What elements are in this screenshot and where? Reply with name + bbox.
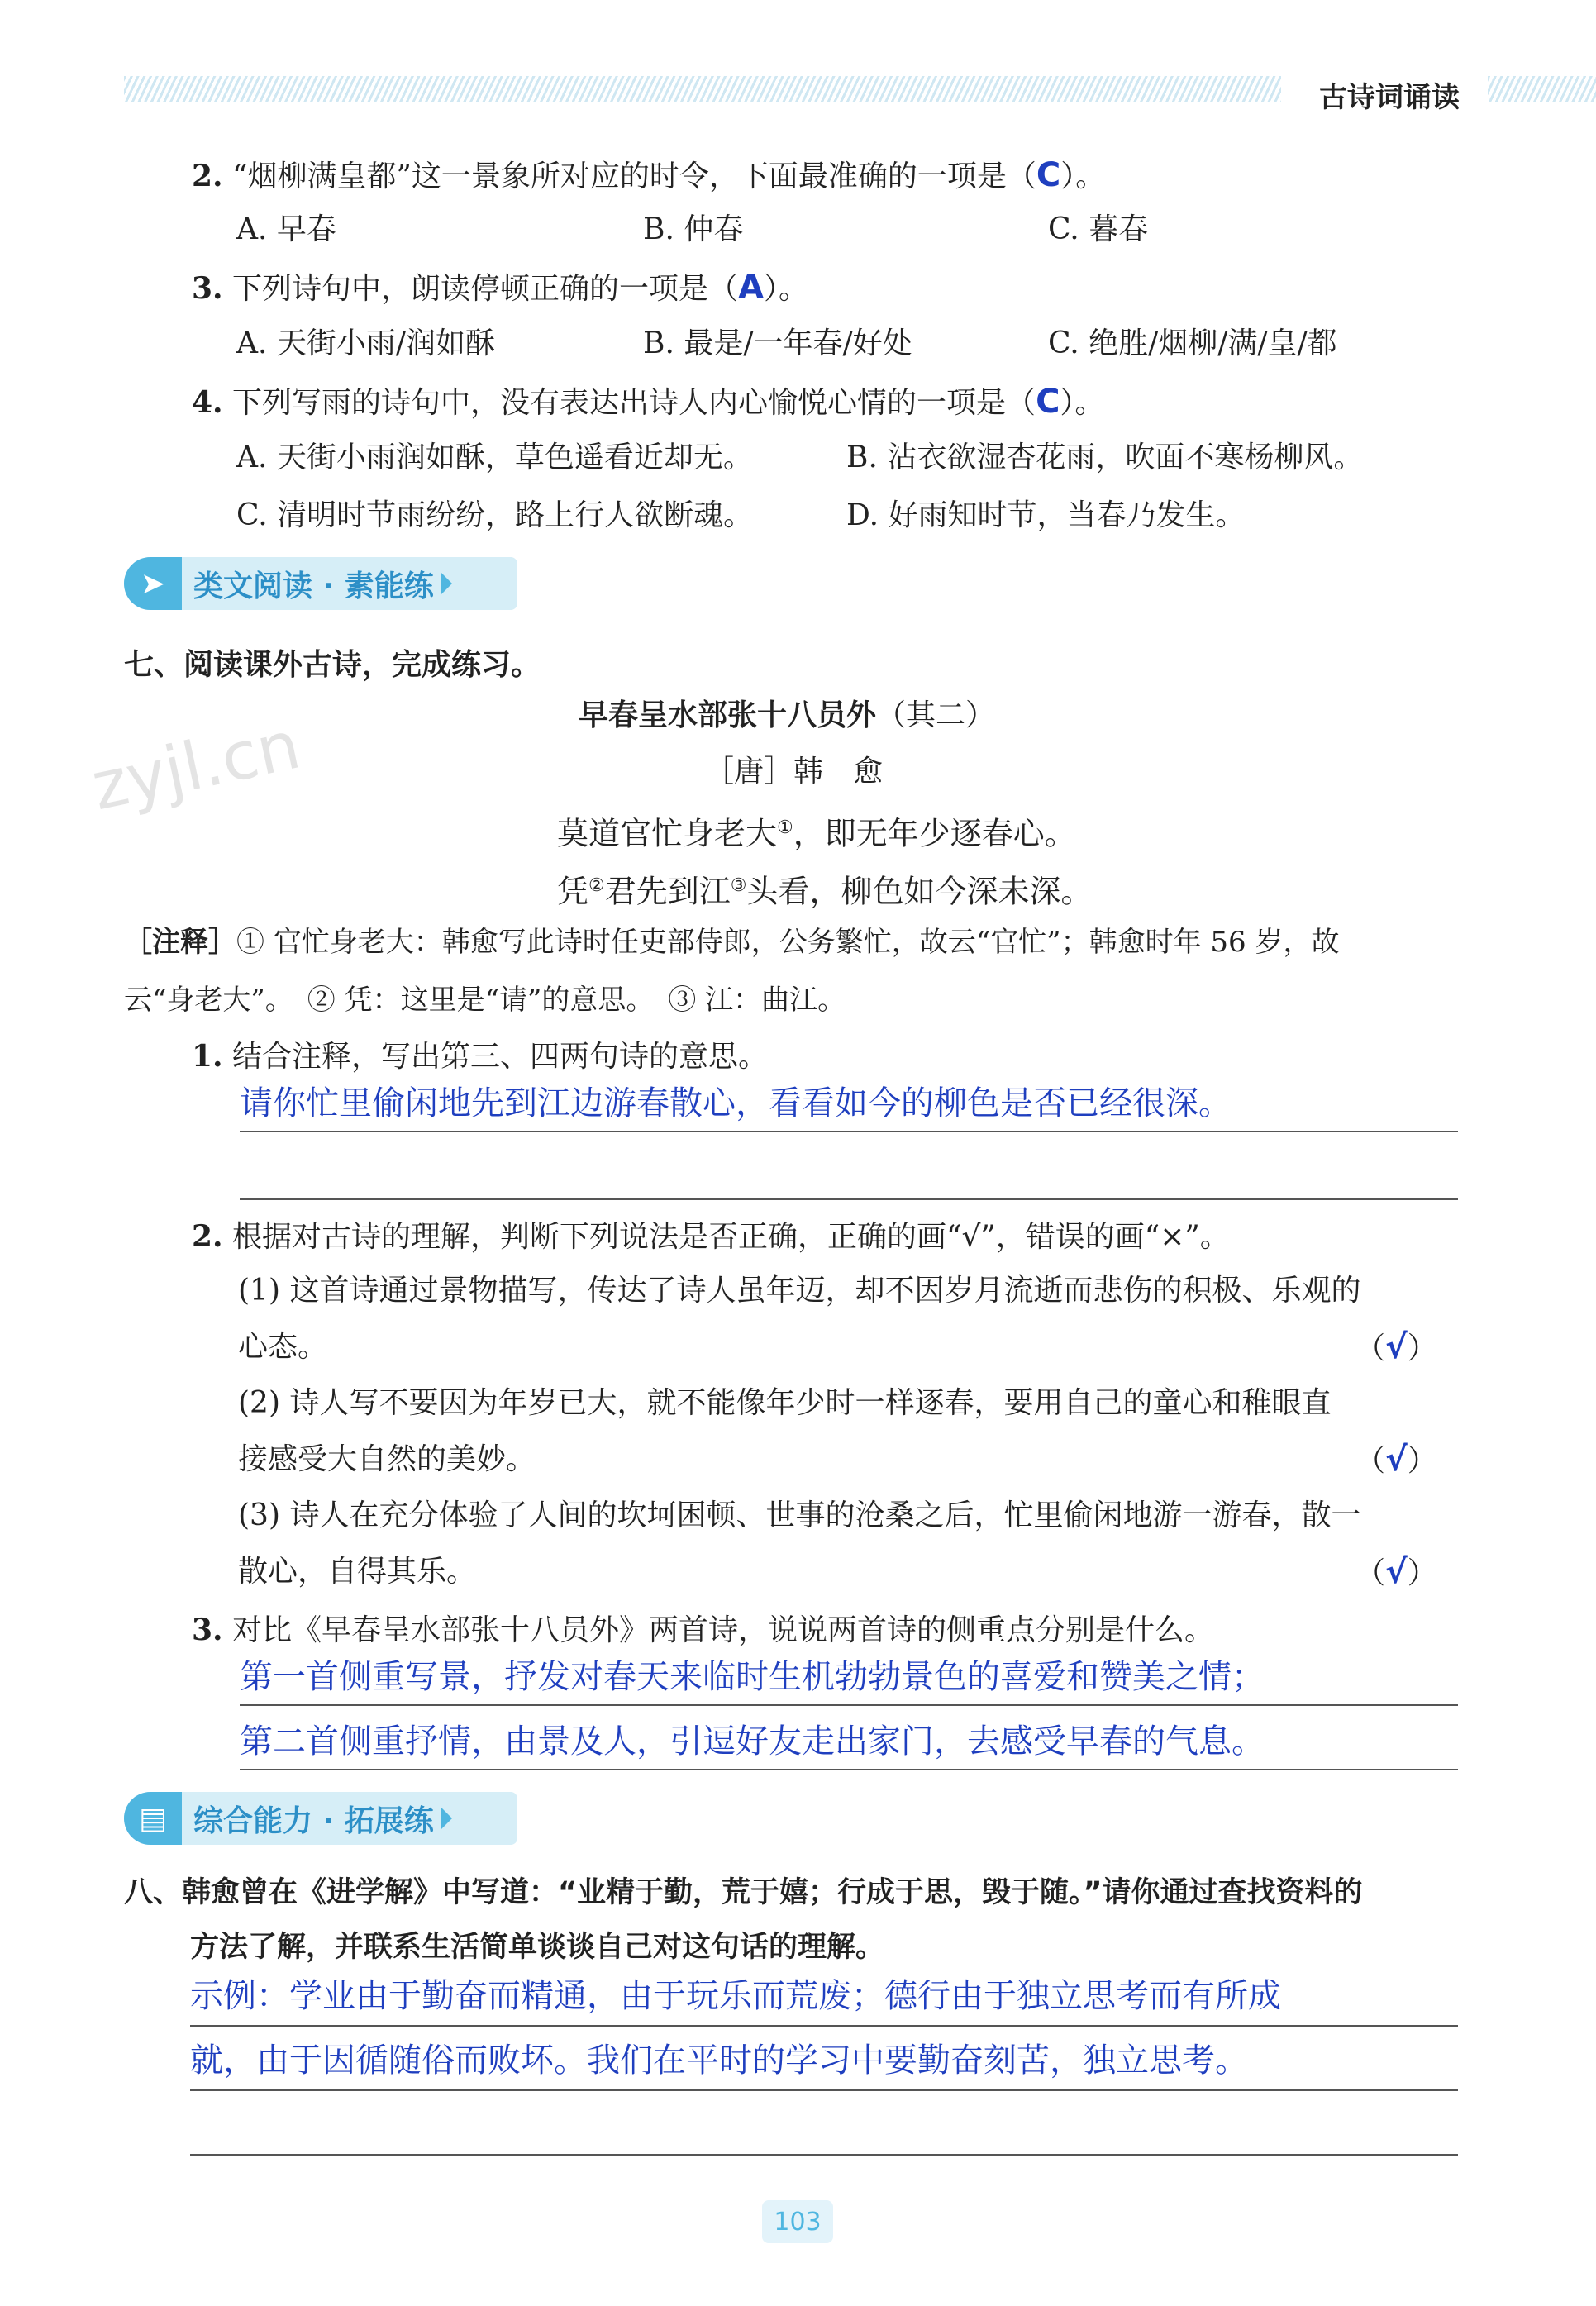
judge-item-2-bracket: （√） — [1355, 1441, 1437, 1479]
page-number: 103 — [762, 2200, 833, 2243]
poem-title: 早春呈水部张十八员外（其二） — [579, 698, 996, 732]
check-mark-1: √ — [1385, 1328, 1408, 1366]
answer-rule — [190, 2025, 1458, 2027]
q3-option-a: A. 天街小雨/润如酥 — [236, 326, 496, 360]
question-3: 3. 下列诗句中，朗读停顿正确的一项是（A）。 — [192, 269, 809, 307]
judge-item-1-line-1: (1) 这首诗通过景物描写，传达了诗人虽年迈，却不因岁月流逝而悲伤的积极、乐观的 — [238, 1274, 1361, 1308]
banner-comprehensive: ▤ 综合能力 · 拓展练 — [124, 1792, 517, 1845]
answer-rule — [240, 1769, 1458, 1770]
s7-question-3: 3. 对比《早春呈水部张十八员外》两首诗，说说两首诗的侧重点分别是什么。 — [192, 1613, 1215, 1647]
banner-arrow-icon — [441, 572, 452, 595]
s7-q3-answer-line-1: 第一首侧重写景，抒发对春天来临时生机勃勃景色的喜爱和赞美之情； — [240, 1658, 1265, 1696]
question-4: 4. 下列写雨的诗句中，没有表达出诗人内心愉悦心情的一项是（C）。 — [192, 383, 1105, 421]
s8-answer-line-2: 就，由于因循随俗而败坏。我们在平时的学习中要勤奋刻苦，独立思考。 — [190, 2042, 1248, 2080]
q4-option-c: C. 清明时节雨纷纷，路上行人欲断魂。 — [236, 498, 754, 532]
judge-item-3-bracket: （√） — [1355, 1553, 1437, 1591]
judge-item-2-line-2: 接感受大自然的美妙。 — [238, 1442, 536, 1476]
judge-item-1-line-2: 心态。 — [238, 1330, 328, 1364]
header-stripe — [124, 76, 1281, 102]
s7-q1-answer: 请你忙里偷闲地先到江边游春散心，看看如今的柳色是否已经很深。 — [240, 1084, 1232, 1122]
book-icon: ▤ — [124, 1792, 182, 1845]
poem-line-1: 莫道官忙身老大①，即无年少逐春心。 — [557, 815, 1076, 852]
answer-rule — [240, 1704, 1458, 1706]
s7-q3-answer-line-2: 第二首侧重抒情，由景及人，引逗好友走出家门，去感受早春的气息。 — [240, 1722, 1265, 1760]
s7-question-1: 1. 结合注释，写出第三、四两句诗的意思。 — [192, 1039, 769, 1074]
answer-rule — [190, 2154, 1458, 2156]
judge-item-3-line-2: 散心，自得其乐。 — [238, 1555, 477, 1589]
q4-option-b: B. 沾衣欲湿杏花雨，吹面不寒杨柳风。 — [846, 441, 1364, 474]
watermark: zyjl.cn — [85, 706, 307, 826]
s8-answer-line-1: 示例：学业由于勤奋而精通，由于玩乐而荒废；德行由于独立思考而有所成 — [190, 1977, 1281, 2015]
annotation-line-2: 云“身老大”。 ② 凭：这里是“请”的意思。 ③ 江：曲江。 — [124, 984, 846, 1017]
question-2: 2. “烟柳满皇都”这一景象所对应的时令，下面最准确的一项是（C）。 — [192, 156, 1106, 194]
answer-rule — [240, 1131, 1458, 1132]
q3-option-b: B. 最是/一年春/好处 — [643, 326, 912, 360]
answer-rule — [190, 2089, 1458, 2091]
q4-option-d: D. 好雨知时节，当春乃发生。 — [846, 498, 1246, 532]
judge-item-2-line-1: (2) 诗人写不要因为年岁已大，就不能像年少时一样逐春，要用自己的童心和稚眼直 — [238, 1386, 1332, 1420]
poem-author: ［唐］韩 愈 — [704, 755, 884, 789]
check-mark-3: √ — [1385, 1553, 1408, 1591]
poem-line-2: 凭②君先到江③头看，柳色如今深未深。 — [557, 873, 1093, 910]
answer-q4: C — [1036, 383, 1060, 421]
check-mark-2: √ — [1385, 1441, 1408, 1479]
annotation-line-1: ［注释］① 官忙身老大：韩愈写此诗时任吏部侍郎，公务繁忙，故云“官忙”；韩愈时年 56 岁，故 — [124, 926, 1340, 959]
answer-rule — [240, 1198, 1458, 1200]
answer-q2: C — [1036, 156, 1061, 194]
q2-option-b: B. 仲春 — [643, 212, 744, 246]
q3-option-c: C. 绝胜/烟柳/满/皇/都 — [1048, 326, 1337, 360]
section-8-line-1: 八、韩愈曾在《进学解》中写道：“业精于勤，荒于嬉；行成于思，毁于随。”请你通过查找资料的 — [124, 1876, 1363, 1909]
q4-option-a: A. 天街小雨润如酥，草色遥看近却无。 — [236, 441, 753, 474]
answer-q3: A — [738, 269, 765, 307]
judge-item-3-line-1: (3) 诗人在充分体验了人间的坎坷困顿、世事的沧桑之后，忙里偷闲地游一游春，散一 — [238, 1498, 1361, 1532]
header-stripe-right — [1488, 76, 1596, 102]
section-7-heading: 七、阅读课外古诗，完成练习。 — [124, 648, 541, 682]
header-title: 古诗词诵读 — [1319, 81, 1460, 114]
s7-question-2: 2. 根据对古诗的理解，判断下列说法是否正确，正确的画“√”，错误的画“×”。 — [192, 1219, 1230, 1254]
judge-item-1-bracket: （√） — [1355, 1328, 1437, 1366]
section-8-line-2: 方法了解，并联系生活简单谈谈自己对这句话的理解。 — [190, 1931, 885, 1964]
banner-arrow-icon — [441, 1807, 452, 1830]
q2-option-a: A. 早春 — [236, 212, 336, 246]
banner-reading: ➤ 类文阅读 · 素能练 — [124, 557, 517, 610]
q2-option-c: C. 暮春 — [1048, 212, 1149, 246]
paper-plane-icon: ➤ — [124, 557, 182, 610]
